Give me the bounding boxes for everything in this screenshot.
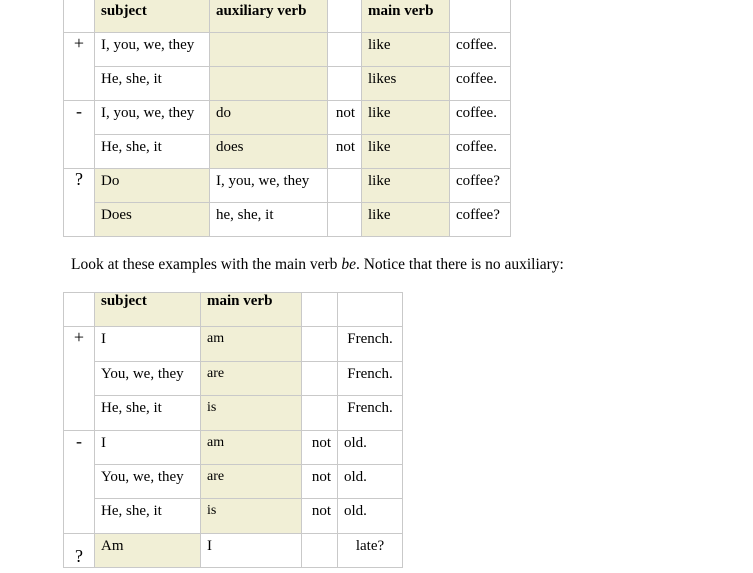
object-cell: coffee. — [450, 67, 511, 101]
main-verb-cell: like — [362, 135, 450, 169]
auxiliary-cell: does — [210, 135, 328, 169]
complement-cell: French. — [338, 396, 403, 430]
main-verb-cell: are — [201, 464, 302, 498]
subject-cell: He, she, it — [95, 396, 201, 430]
table-row — [64, 327, 403, 361]
subject-cell: I — [95, 430, 201, 464]
subject-cell: Do — [95, 169, 210, 203]
not-cell: not — [302, 499, 338, 533]
subject-cell: I, you, we, they — [95, 101, 210, 135]
main-verb-cell: likes — [362, 67, 450, 101]
present-simple-like-table — [63, 0, 511, 237]
header-main-verb: main verb — [201, 293, 302, 327]
empty-cell — [338, 293, 403, 327]
header-main-verb: main verb — [362, 0, 450, 33]
auxiliary-cell: I, you, we, they — [210, 169, 328, 203]
subject-cell: He, she, it — [95, 499, 201, 533]
not-cell — [302, 533, 338, 567]
table-row — [64, 361, 403, 395]
positive-sign: + — [64, 327, 95, 430]
empty-cell — [64, 293, 95, 327]
subject-cell: I, you, we, they — [95, 33, 210, 67]
subject-cell: You, we, they — [95, 361, 201, 395]
auxiliary-cell — [210, 33, 328, 67]
verb-be-table — [63, 292, 403, 568]
not-cell: not — [302, 464, 338, 498]
negative-sign: - — [64, 430, 95, 533]
not-cell — [328, 67, 362, 101]
empty-cell — [328, 0, 362, 33]
main-verb-cell: is — [201, 396, 302, 430]
table-row — [64, 67, 511, 101]
subject-cell: He, she, it — [95, 67, 210, 101]
table-row — [64, 499, 403, 533]
object-cell: coffee. — [450, 33, 511, 67]
not-cell — [328, 33, 362, 67]
not-cell — [328, 203, 362, 237]
object-cell: coffee? — [450, 203, 511, 237]
main-verb-cell: like — [362, 203, 450, 237]
explanation-sentence: Look at these examples with the main verb be. Notice that there is no auxiliary: — [71, 256, 564, 273]
auxiliary-cell: he, she, it — [210, 203, 328, 237]
complement-cell: French. — [338, 361, 403, 395]
table-row — [64, 33, 511, 67]
auxiliary-cell — [210, 67, 328, 101]
positive-sign: + — [64, 33, 95, 101]
table-row — [64, 396, 403, 430]
not-cell — [302, 361, 338, 395]
complement-cell: old. — [338, 464, 403, 498]
main-verb-cell: I — [201, 533, 302, 567]
header-subject: subject — [95, 0, 210, 33]
not-cell: not — [328, 101, 362, 135]
emphasis-word: be — [341, 256, 356, 273]
complement-cell: French. — [338, 327, 403, 361]
table-row — [64, 203, 511, 237]
main-verb-cell: like — [362, 101, 450, 135]
negative-sign: - — [64, 101, 95, 169]
not-cell — [302, 327, 338, 361]
question-sign: ? — [64, 533, 95, 567]
auxiliary-cell: do — [210, 101, 328, 135]
main-verb-cell: are — [201, 361, 302, 395]
main-verb-cell: am — [201, 430, 302, 464]
table-row — [64, 101, 511, 135]
empty-cell — [64, 0, 95, 33]
empty-cell — [450, 0, 511, 33]
table-row — [64, 169, 511, 203]
table-header-row — [64, 0, 511, 33]
subject-cell: Am — [95, 533, 201, 567]
complement-cell: old. — [338, 430, 403, 464]
header-auxiliary-verb: auxiliary verb — [210, 0, 328, 33]
table-row — [64, 430, 403, 464]
subject-cell: Does — [95, 203, 210, 237]
question-sign: ? — [64, 169, 95, 237]
main-verb-cell: like — [362, 169, 450, 203]
not-cell — [328, 169, 362, 203]
main-verb-cell: am — [201, 327, 302, 361]
object-cell: coffee? — [450, 169, 511, 203]
not-cell — [302, 396, 338, 430]
not-cell: not — [302, 430, 338, 464]
empty-cell — [302, 293, 338, 327]
complement-cell: late? — [338, 533, 403, 567]
not-cell: not — [328, 135, 362, 169]
table-row — [64, 533, 403, 567]
subject-cell: He, she, it — [95, 135, 210, 169]
object-cell: coffee. — [450, 135, 511, 169]
header-subject: subject — [95, 293, 201, 327]
subject-cell: I — [95, 327, 201, 361]
table-row — [64, 135, 511, 169]
main-verb-cell: is — [201, 499, 302, 533]
table-row — [64, 464, 403, 498]
subject-cell: You, we, they — [95, 464, 201, 498]
object-cell: coffee. — [450, 101, 511, 135]
main-verb-cell: like — [362, 33, 450, 67]
complement-cell: old. — [338, 499, 403, 533]
table-header-row — [64, 293, 403, 327]
